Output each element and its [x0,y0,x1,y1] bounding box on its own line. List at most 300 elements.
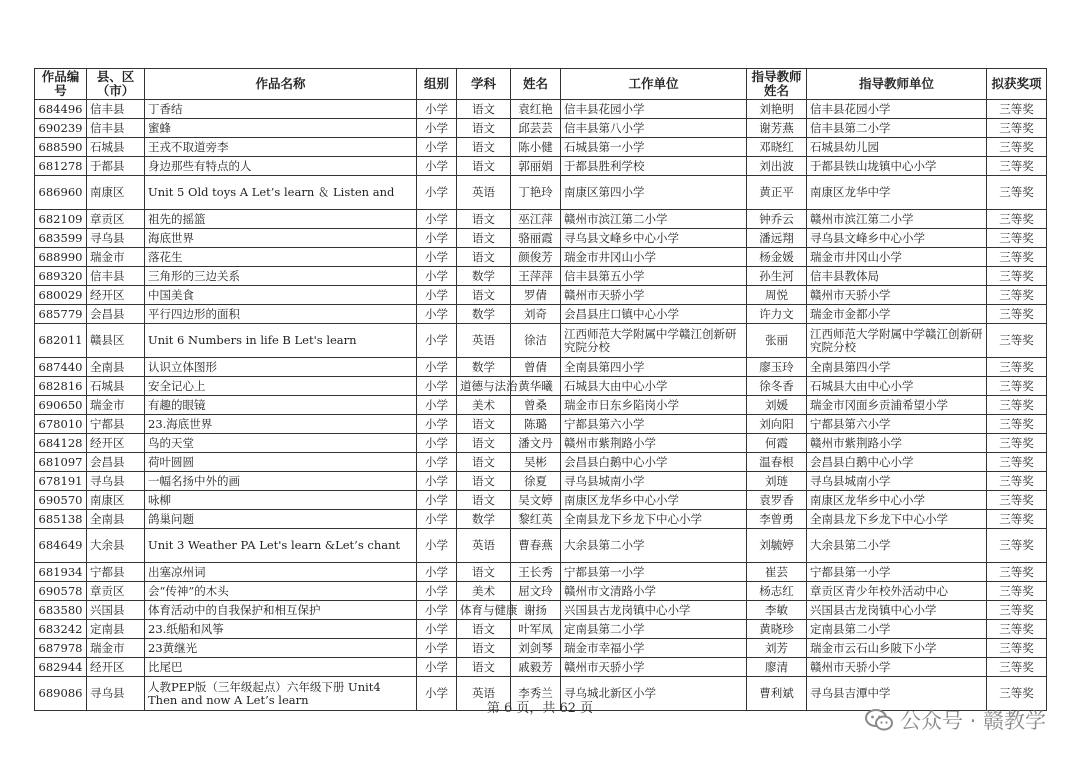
cell-work-title: 会“传神”的木头 [145,582,417,601]
cell-work-id: 682944 [35,658,87,677]
cell-author-name: 王长秀 [511,563,561,582]
cell-work-title: 咏柳 [145,491,417,510]
cell-workplace: 石城县第一小学 [561,138,747,157]
cell-group: 小学 [417,510,457,529]
cell-work-id: 684649 [35,529,87,563]
cell-subject: 语文 [457,157,511,176]
cell-author-name: 陈璐 [511,415,561,434]
cell-district: 寻乌县 [87,229,145,248]
page-number: 第 6 页，共 62 页 [486,701,594,716]
cell-author-name: 曾桑 [511,396,561,415]
cell-group: 小学 [417,434,457,453]
cell-workplace: 宁都县第一小学 [561,563,747,582]
cell-award: 三等奖 [987,453,1047,472]
cell-workplace: 定南县第二小学 [561,620,747,639]
cell-advisor-unit: 赣州市滨江第二小学 [807,210,987,229]
cell-subject: 语文 [457,248,511,267]
cell-advisor-name: 刘艳明 [747,100,807,119]
table-row [35,434,1047,453]
cell-work-id: 690578 [35,582,87,601]
cell-advisor-name: 李敏 [747,601,807,620]
cell-work-id: 678010 [35,415,87,434]
cell-work-id: 687978 [35,639,87,658]
cell-work-title: 丁香结 [145,100,417,119]
cell-subject: 语文 [457,100,511,119]
cell-author-name: 陈小健 [511,138,561,157]
cell-advisor-unit: 瑞金市冈面乡贡浦希望小学 [807,396,987,415]
cell-district: 石城县 [87,138,145,157]
cell-work-id: 683242 [35,620,87,639]
cell-award: 三等奖 [987,563,1047,582]
cell-work-title: 海底世界 [145,229,417,248]
cell-advisor-name: 刘琏 [747,472,807,491]
cell-group: 小学 [417,529,457,563]
col-header-id: 作品编号 [35,69,87,100]
table-row [35,176,1047,210]
cell-award: 三等奖 [987,491,1047,510]
table-row [35,377,1047,396]
cell-work-id: 687440 [35,358,87,377]
table-row [35,138,1047,157]
cell-workplace: 赣州市文清路小学 [561,582,747,601]
cell-workplace: 瑞金市幸福小学 [561,639,747,658]
cell-subject: 美术 [457,396,511,415]
cell-author-name: 叶军凤 [511,620,561,639]
cell-subject: 语文 [457,453,511,472]
cell-work-id: 686960 [35,176,87,210]
table-row [35,210,1047,229]
cell-group: 小学 [417,100,457,119]
cell-advisor-unit: 宁都县第六小学 [807,415,987,434]
cell-advisor-unit: 寻乌县吉潭中学 [807,677,987,711]
cell-author-name: 罗倩 [511,286,561,305]
cell-award: 三等奖 [987,138,1047,157]
cell-advisor-unit: 赣州市天骄小学 [807,658,987,677]
cell-advisor-unit: 寻乌县文峰乡中心小学 [807,229,987,248]
cell-author-name: 曾倩 [511,358,561,377]
cell-advisor-name: 杨志红 [747,582,807,601]
cell-award: 三等奖 [987,210,1047,229]
cell-work-title: 有趣的眼镜 [145,396,417,415]
cell-district: 定南县 [87,620,145,639]
cell-work-id: 678191 [35,472,87,491]
cell-advisor-unit: 会昌县白鹅中心小学 [807,453,987,472]
cell-district: 寻乌县 [87,472,145,491]
cell-subject: 英语 [457,677,511,711]
cell-advisor-unit: 寻乌县城南小学 [807,472,987,491]
cell-advisor-unit: 南康区龙华乡中心小学 [807,491,987,510]
cell-group: 小学 [417,563,457,582]
cell-advisor-name: 孙生河 [747,267,807,286]
cell-group: 小学 [417,229,457,248]
cell-author-name: 徐夏 [511,472,561,491]
table-row [35,358,1047,377]
cell-work-title: 23黄继光 [145,639,417,658]
cell-workplace: 全南县龙下乡龙下中心小学 [561,510,747,529]
cell-award: 三等奖 [987,415,1047,434]
cell-award: 三等奖 [987,248,1047,267]
cell-advisor-name: 徐冬香 [747,377,807,396]
cell-workplace: 寻乌县城南小学 [561,472,747,491]
cell-subject: 语文 [457,119,511,138]
cell-work-title: 祖先的摇篮 [145,210,417,229]
award-table [34,68,1047,711]
cell-advisor-unit: 信丰县第二小学 [807,119,987,138]
cell-workplace: 信丰县第五小学 [561,267,747,286]
table-row [35,229,1047,248]
table-row [35,119,1047,138]
cell-award: 三等奖 [987,176,1047,210]
cell-advisor-name: 刘出波 [747,157,807,176]
cell-district: 信丰县 [87,267,145,286]
cell-work-id: 682109 [35,210,87,229]
watermark [864,705,1046,735]
cell-author-name: 郭丽娟 [511,157,561,176]
cell-advisor-name: 刘向阳 [747,415,807,434]
cell-work-id: 690650 [35,396,87,415]
cell-district: 宁都县 [87,563,145,582]
cell-group: 小学 [417,286,457,305]
cell-advisor-name: 周悦 [747,286,807,305]
cell-work-title: 三角形的三边关系 [145,267,417,286]
cell-workplace: 南康区龙华乡中心小学 [561,491,747,510]
cell-author-name: 丁艳玲 [511,176,561,210]
cell-subject: 数学 [457,267,511,286]
cell-award: 三等奖 [987,639,1047,658]
cell-author-name: 吴彬 [511,453,561,472]
cell-group: 小学 [417,472,457,491]
table-row [35,620,1047,639]
cell-advisor-name: 杨金媛 [747,248,807,267]
cell-subject: 英语 [457,176,511,210]
cell-work-title: 王戎不取道旁李 [145,138,417,157]
cell-subject: 语文 [457,491,511,510]
cell-advisor-unit: 石城县大由中心小学 [807,377,987,396]
cell-subject: 英语 [457,529,511,563]
table-row [35,563,1047,582]
cell-advisor-unit: 大余县第二小学 [807,529,987,563]
cell-district: 宁都县 [87,415,145,434]
cell-advisor-name: 曹利斌 [747,677,807,711]
cell-district: 经开区 [87,434,145,453]
cell-author-name: 潘文丹 [511,434,561,453]
table-row [35,267,1047,286]
cell-workplace: 赣州市天骄小学 [561,286,747,305]
cell-author-name: 邱芸芸 [511,119,561,138]
cell-advisor-unit: 南康区龙华中学 [807,176,987,210]
table-row [35,100,1047,119]
cell-work-title: Unit 6 Numbers in life B Let's learn [145,324,417,358]
cell-advisor-name: 许力文 [747,305,807,324]
cell-advisor-name: 李曾勇 [747,510,807,529]
cell-award: 三等奖 [987,434,1047,453]
cell-workplace: 南康区第四小学 [561,176,747,210]
cell-group: 小学 [417,324,457,358]
table-row [35,491,1047,510]
cell-advisor-unit: 于都县铁山垅镇中心小学 [807,157,987,176]
cell-district: 大余县 [87,529,145,563]
col-header-advisor-unit: 指导教师单位 [807,69,987,100]
cell-district: 瑞金市 [87,248,145,267]
cell-advisor-unit: 全南县第四小学 [807,358,987,377]
cell-district: 南康区 [87,176,145,210]
cell-advisor-unit: 定南县第二小学 [807,620,987,639]
cell-work-title: 中国美食 [145,286,417,305]
cell-district: 石城县 [87,377,145,396]
cell-subject: 数学 [457,510,511,529]
cell-author-name: 黄华曦 [511,377,561,396]
cell-work-id: 688590 [35,138,87,157]
cell-award: 三等奖 [987,472,1047,491]
table-row [35,639,1047,658]
col-header-district: 县、区（市） [87,69,145,100]
cell-advisor-name: 钟乔云 [747,210,807,229]
cell-subject: 语文 [457,138,511,157]
cell-advisor-name: 廖清 [747,658,807,677]
cell-work-id: 688990 [35,248,87,267]
cell-work-id: 685138 [35,510,87,529]
cell-subject: 语文 [457,620,511,639]
cell-group: 小学 [417,358,457,377]
cell-award: 三等奖 [987,267,1047,286]
table-row [35,582,1047,601]
cell-group: 小学 [417,138,457,157]
cell-advisor-unit: 信丰县花园小学 [807,100,987,119]
cell-subject: 道德与法治 [457,377,511,396]
cell-subject: 美术 [457,582,511,601]
cell-subject: 语文 [457,415,511,434]
cell-workplace: 瑞金市日东乡陷岗小学 [561,396,747,415]
cell-work-title: 体育活动中的自我保护和相互保护 [145,601,417,620]
cell-award: 三等奖 [987,677,1047,711]
table-row [35,658,1047,677]
table-row [35,529,1047,563]
cell-award: 三等奖 [987,601,1047,620]
cell-advisor-name: 崔芸 [747,563,807,582]
cell-district: 信丰县 [87,119,145,138]
cell-work-title: Unit 3 Weather PA Let's learn &Let’s chant [145,529,417,563]
cell-advisor-unit: 全南县龙下乡龙下中心小学 [807,510,987,529]
cell-district: 瑞金市 [87,639,145,658]
watermark-text: 公众号 · 赣教学 [899,709,1046,733]
cell-work-title: 荷叶圆圆 [145,453,417,472]
cell-district: 经开区 [87,658,145,677]
cell-district: 瑞金市 [87,396,145,415]
cell-group: 小学 [417,658,457,677]
cell-author-name: 骆丽霞 [511,229,561,248]
cell-work-title: 安全记心上 [145,377,417,396]
table-row [35,324,1047,358]
cell-award: 三等奖 [987,286,1047,305]
cell-advisor-name: 黄晓珍 [747,620,807,639]
cell-author-name: 曹春燕 [511,529,561,563]
cell-award: 三等奖 [987,658,1047,677]
table-row [35,396,1047,415]
cell-award: 三等奖 [987,305,1047,324]
cell-work-id: 683580 [35,601,87,620]
cell-district: 全南县 [87,510,145,529]
cell-work-title: 平行四边形的面积 [145,305,417,324]
cell-group: 小学 [417,415,457,434]
cell-subject: 语文 [457,286,511,305]
cell-work-id: 684128 [35,434,87,453]
cell-advisor-unit: 赣州市紫荆路小学 [807,434,987,453]
col-header-subject: 学科 [457,69,511,100]
cell-work-title: 认识立体图形 [145,358,417,377]
cell-district: 信丰县 [87,100,145,119]
cell-workplace: 大余县第二小学 [561,529,747,563]
cell-district: 兴国县 [87,601,145,620]
cell-author-name: 黎红英 [511,510,561,529]
cell-work-id: 690570 [35,491,87,510]
cell-award: 三等奖 [987,510,1047,529]
col-header-name: 姓名 [511,69,561,100]
cell-workplace: 会昌县庄口镇中心小学 [561,305,747,324]
cell-group: 小学 [417,491,457,510]
col-header-group: 组别 [417,69,457,100]
cell-work-title: 鸟的天堂 [145,434,417,453]
cell-district: 于都县 [87,157,145,176]
cell-advisor-name: 邓晓红 [747,138,807,157]
cell-award: 三等奖 [987,100,1047,119]
cell-advisor-unit: 宁都县第一小学 [807,563,987,582]
cell-subject: 语文 [457,229,511,248]
cell-work-title: Unit 5 Old toys A Let’s learn ＆ Listen and [145,176,417,210]
cell-work-id: 682816 [35,377,87,396]
cell-advisor-unit: 瑞金市云石山乡陂下小学 [807,639,987,658]
cell-district: 会昌县 [87,453,145,472]
cell-work-id: 682011 [35,324,87,358]
cell-district: 寻乌县 [87,677,145,711]
cell-group: 小学 [417,677,457,711]
cell-group: 小学 [417,305,457,324]
cell-advisor-unit: 兴国县古龙岗镇中心小学 [807,601,987,620]
cell-subject: 数学 [457,305,511,324]
cell-district: 赣县区 [87,324,145,358]
cell-author-name: 刘剑琴 [511,639,561,658]
cell-advisor-name: 温春根 [747,453,807,472]
cell-author-name: 戚毅芳 [511,658,561,677]
cell-work-id: 680029 [35,286,87,305]
cell-workplace: 赣州市天骄小学 [561,658,747,677]
cell-group: 小学 [417,176,457,210]
cell-work-id: 685779 [35,305,87,324]
cell-award: 三等奖 [987,119,1047,138]
cell-group: 小学 [417,601,457,620]
cell-district: 经开区 [87,286,145,305]
col-header-workplace: 工作单位 [561,69,747,100]
cell-author-name: 颜俊芳 [511,248,561,267]
cell-workplace: 信丰县第八小学 [561,119,747,138]
cell-author-name: 吴文婷 [511,491,561,510]
cell-advisor-unit: 瑞金市井冈山小学 [807,248,987,267]
table-header-row [35,69,1047,100]
cell-district: 章贡区 [87,210,145,229]
table-row [35,157,1047,176]
table-row [35,510,1047,529]
cell-work-id: 681934 [35,563,87,582]
cell-advisor-unit: 瑞金市金都小学 [807,305,987,324]
table-row [35,601,1047,620]
cell-award: 三等奖 [987,324,1047,358]
cell-workplace: 信丰县花园小学 [561,100,747,119]
cell-group: 小学 [417,620,457,639]
cell-work-title: 落花生 [145,248,417,267]
cell-work-title: 人教PEP版（三年级起点）六年级下册 Unit4 Then and now A Let’s learn [145,677,417,711]
cell-work-id: 681278 [35,157,87,176]
cell-group: 小学 [417,582,457,601]
cell-group: 小学 [417,396,457,415]
cell-award: 三等奖 [987,377,1047,396]
cell-district: 南康区 [87,491,145,510]
cell-subject: 体育与健康 [457,601,511,620]
cell-work-id: 681097 [35,453,87,472]
cell-author-name: 巫江萍 [511,210,561,229]
cell-district: 全南县 [87,358,145,377]
wechat-official-account-icon [864,708,894,732]
cell-author-name: 袁红艳 [511,100,561,119]
cell-work-id: 683599 [35,229,87,248]
cell-workplace: 赣州市滨江第二小学 [561,210,747,229]
cell-advisor-name: 刘芳 [747,639,807,658]
cell-work-id: 684496 [35,100,87,119]
cell-district: 章贡区 [87,582,145,601]
cell-author-name: 谢扬 [511,601,561,620]
cell-work-title: 身边那些有特点的人 [145,157,417,176]
cell-advisor-name: 刘媛 [747,396,807,415]
cell-work-title: 23.海底世界 [145,415,417,434]
cell-advisor-name: 黄正平 [747,176,807,210]
col-header-award: 拟获奖项 [987,69,1047,100]
cell-group: 小学 [417,210,457,229]
cell-work-title: 23.纸船和风筝 [145,620,417,639]
cell-workplace: 寻乌城北新区小学 [561,677,747,711]
cell-work-id: 689320 [35,267,87,286]
cell-subject: 语文 [457,434,511,453]
cell-award: 三等奖 [987,396,1047,415]
cell-work-title: 出塞凉州词 [145,563,417,582]
col-header-advisor: 指导教师姓名 [747,69,807,100]
cell-work-id: 689086 [35,677,87,711]
cell-author-name: 刘奇 [511,305,561,324]
cell-group: 小学 [417,119,457,138]
cell-workplace: 石城县大由中心小学 [561,377,747,396]
cell-award: 三等奖 [987,620,1047,639]
cell-workplace: 寻乌县文峰乡中心小学 [561,229,747,248]
cell-workplace: 兴国县古龙岗镇中心小学 [561,601,747,620]
cell-advisor-name: 袁罗香 [747,491,807,510]
cell-workplace: 瑞金市井冈山小学 [561,248,747,267]
cell-workplace: 会昌县白鹅中心小学 [561,453,747,472]
cell-advisor-unit: 赣州市天骄小学 [807,286,987,305]
cell-group: 小学 [417,639,457,658]
table-row [35,415,1047,434]
cell-award: 三等奖 [987,529,1047,563]
cell-district: 会昌县 [87,305,145,324]
cell-advisor-unit: 江西师范大学附属中学赣江创新研究院分校 [807,324,987,358]
table-row [35,472,1047,491]
table-row [35,248,1047,267]
cell-work-id: 690239 [35,119,87,138]
cell-workplace: 于都县胜利学校 [561,157,747,176]
cell-subject: 语文 [457,563,511,582]
cell-work-title: 一幅名扬中外的画 [145,472,417,491]
cell-work-title: 蜜蜂 [145,119,417,138]
table-row [35,286,1047,305]
cell-award: 三等奖 [987,582,1047,601]
col-header-title: 作品名称 [145,69,417,100]
cell-work-title: 鸽巢问题 [145,510,417,529]
